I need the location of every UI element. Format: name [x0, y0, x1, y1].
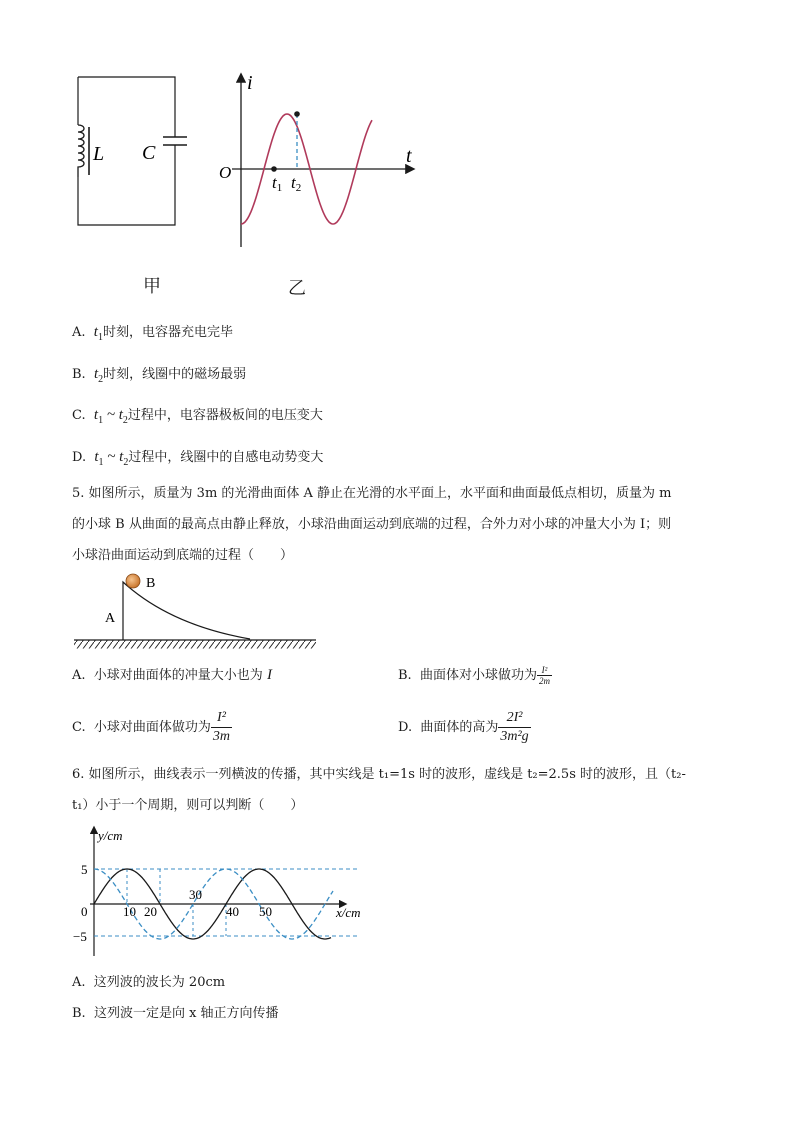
y-tick-5: 5: [81, 862, 88, 877]
q4-option-a[interactable]: A. $t_1$时刻，电容器充电完毕: [72, 324, 233, 343]
q6-stem-line2: t₁）小于一个周期，则可以判断（ ）: [72, 798, 304, 813]
y-axis-label: y/cm: [98, 828, 123, 843]
x-tick-20: 20: [144, 904, 157, 919]
x-tick-40: 40: [226, 904, 239, 919]
x-tick-30: 30: [189, 887, 202, 902]
inductor-label: L: [93, 143, 105, 165]
current-time-graph: [210, 65, 425, 255]
block-a-label: A: [105, 611, 116, 626]
x-tick-10: 10: [123, 904, 136, 919]
x-tick-50: 50: [259, 904, 272, 919]
q5-option-a[interactable]: A. 小球对曲面体的冲量大小也为 I: [72, 667, 272, 683]
q6-wave-graph: [70, 822, 375, 962]
caption-jia: 甲: [143, 276, 161, 297]
q4-option-c[interactable]: C. $t_1$ ~ $t_2$过程中，电容器极板间的电压变大: [72, 407, 323, 426]
q6-option-b[interactable]: B. 这列波一定是向 x 轴正方向传播: [72, 1006, 279, 1021]
y-tick-neg5: −5: [73, 929, 87, 944]
q5-stem-line1: 5. 如图所示，质量为 3m 的光滑曲面体 A 静止在光滑的水平面上，水平面和曲面最低点相切，质量为 m: [72, 486, 672, 501]
caption-yi: 乙: [288, 278, 306, 299]
lc-circuit-diagram: [60, 65, 200, 240]
ball-b: [126, 574, 140, 588]
q5-curved-block-diagram: [70, 570, 325, 652]
q4-option-d[interactable]: D. $t_1$ ~ $t_2$过程中，线圈中的自感电动势变大: [72, 449, 324, 468]
i-axis-label: i: [247, 72, 253, 94]
q5-option-d[interactable]: D. 曲面体的高为 $\frac{\text{2I²}}{\text{3m²g}}$: [398, 710, 529, 744]
t1-label: t1: [272, 173, 283, 194]
q5-option-b[interactable]: B. 曲面体对小球做功为 $\frac{\text{I²}}{2m}$: [398, 665, 550, 686]
t2-label: t2: [291, 173, 302, 194]
origin-label: O: [219, 163, 232, 182]
capacitor-label: C: [142, 142, 156, 164]
q4-option-b[interactable]: B. $t_2$时刻，线圈中的磁场最弱: [72, 366, 247, 385]
q6-option-a[interactable]: A. 这列波的波长为 20cm: [72, 975, 226, 990]
x-axis-label: x/cm: [336, 905, 361, 920]
q6-stem-line1: 6. 如图所示，曲线表示一列横波的传播，其中实线是 t₁=1s 时的波形，虚线是 t₂=2.5s 时的波形，且（t₂-: [72, 767, 686, 782]
x-tick-0: 0: [81, 904, 88, 919]
q5-stem-line2: 的小球 B 从曲面的最高点由静止释放，小球沿曲面运动到底端的过程，合外力对小球的冲量大小为 I；则: [72, 517, 672, 532]
ball-b-label: B: [146, 576, 156, 591]
q5-option-c[interactable]: C. 小球对曲面体做功为 $\frac{\text{I²}}{3m}$: [72, 710, 231, 744]
q5-stem-line3: 小球沿曲面运动到底端的过程（ ）: [72, 548, 294, 563]
t-axis-label: t: [406, 145, 412, 167]
